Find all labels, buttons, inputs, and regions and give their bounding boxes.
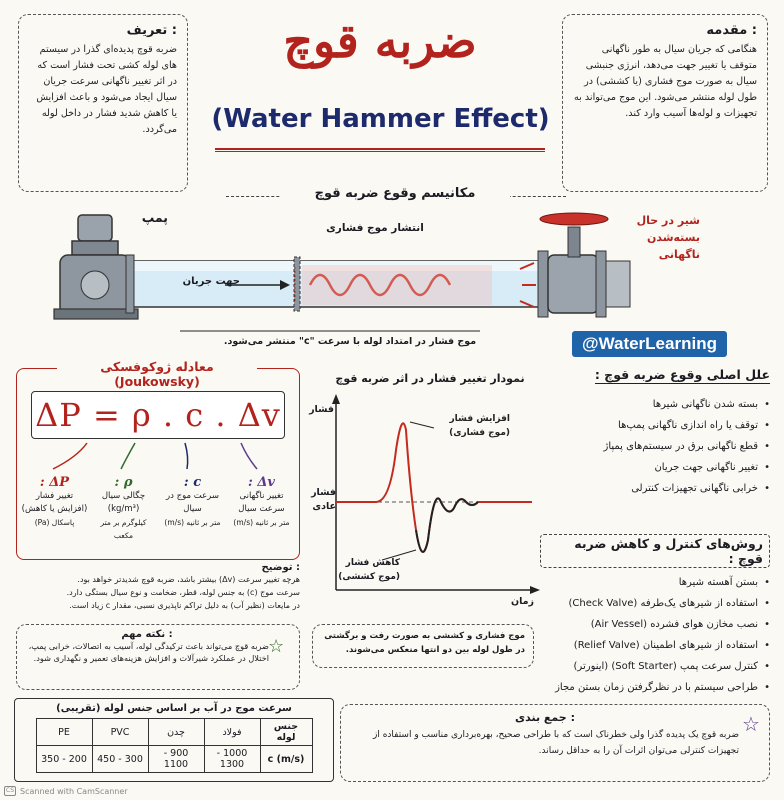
term-dp-unit: پاسکال (Pa) [34,518,75,527]
notes-block [18,562,300,612]
table-row [36,719,312,746]
term-dv [228,475,295,555]
mechanism-caption: موج فشار در امتداد لوله با سرعت "c" منتشر می‌شود. [223,336,477,347]
equation-arrows [17,439,301,475]
cause-item: • تغییر ناگهانی جهت جریان [548,457,770,478]
term-c-desc: سرعت موج در سیال [166,491,219,514]
definition-text: ضربه قوچ پدیده‌ای گذرا در سیستم های لوله کشی تحت فشار است که در اثر تغییر ناگهانی سرعت جریان سیال ایجاد می‌شود و باعث افزایش یا کاهش شدید فشار در داخل لوله می‌گردد. [36,44,177,135]
pump-icon [54,215,138,319]
term-dv-unit: متر بر ثانیه (m/s) [233,518,290,527]
chart-ylabel: فشار [309,404,334,415]
scanner-text: Scanned with CamScanner [20,786,128,796]
note-2: سرعت موج (c) به جنس لوله، قطر، ضخامت و نوع سیال بستگی دارد. [66,588,300,597]
star-icon: ☆ [268,636,285,657]
table-cell: 1000 - 1300 [204,746,260,773]
cause-item: • خرابی ناگهانی تجهیزات کنترلی [548,478,770,499]
summary-text: ضربه قوچ یک پدیده گذرا ولی خطرناک است که با طراحی صحیح، بهره‌برداری مناسب و استفاده از تجهیزات کنترلی می‌توان اثرات آن را به حداقل رساند. [372,730,739,756]
term-dv-desc: تغییر ناگهانی سرعت سیال [238,491,285,514]
causes-title: علل اصلی وقوع ضربه قوچ : [594,367,770,382]
summary-box [340,704,770,782]
control-item: • استفاده از شیرهای اطمینان (Relief Valve) [540,635,770,656]
page-title: ضربه قوچ [283,14,477,68]
control-item: • استفاده از شیرهای یک‌طرفه (Check Valve) [540,593,770,614]
table-header-label: جنس لوله [260,719,312,746]
page-subtitle: (Water Hammer Effect) [211,104,550,134]
definition-box [18,14,188,192]
mechanism-title: مکانیسم وقوع ضربه قوچ [280,186,510,201]
intro-text: هنگامی که جریان سیال به طور ناگهانی متوقف یا تغییر جهت می‌دهد، انرژی جنبشی سیال به صورت موج فشاری (یا کششی) در طول لوله منتشر می‌شود. این موج می‌تواند به تجهیزات و لوله‌ها آسیب وارد کند. [574,44,757,119]
equation-box [31,391,285,439]
term-c-symbol: c : [183,475,202,490]
flow-direction-label: جهت جریان [182,276,240,287]
intro-box [562,14,768,192]
table-col: فولاد [204,719,260,746]
notes-title: : توضیح [261,562,300,573]
important-box [16,624,300,690]
term-dp [21,475,88,555]
equation: ΔP = ρ . c . Δv [35,396,281,434]
term-dv-symbol: Δv : [248,475,275,490]
scanner-footer [4,786,128,796]
causes-section [548,364,770,499]
chart-title: نمودار تغییر فشار در اثر ضربه قوچ [335,372,525,385]
term-dp-desc: تغییر فشار (افزایش یا کاهش) [21,491,88,514]
chart-peak-label: افزایش فشار (موج فشاری) [449,414,510,438]
term-rho [90,475,157,555]
causes-list [548,394,770,499]
term-rho-symbol: ρ : [114,475,133,490]
table-row-label: c (m/s) [260,746,312,773]
table-cell: 300 - 450 [92,746,148,773]
term-dp-symbol: ΔP : [39,475,70,490]
control-section [540,534,770,698]
important-title: : نکته مهم [121,629,173,640]
summary-title: : جمع بندی [515,711,575,724]
chart-xlabel: زمان [510,596,534,607]
joukowsky-box [16,359,300,560]
table-cell: 900 - 1100 [148,746,204,773]
term-c [159,475,226,555]
pump-label: پمپ [141,210,168,225]
chart-caption-box [312,624,534,668]
control-list [540,572,770,698]
term-rho-desc: چگالی سیال (kg/m³) [101,491,146,514]
control-item: • کنترل سرعت پمپ (Soft Starter) (اینورتر) [540,656,770,677]
table-col: چدن [148,719,204,746]
intro-title: : مقدمه [706,23,757,38]
table-col: PVC [92,719,148,746]
definition-title: : تعریف [126,23,177,38]
pressure-wave-label: انتشار موج فشاری [326,222,424,234]
cause-item: • بسته شدن ناگهانی شیرها [548,394,770,415]
wave-speed-table [36,718,313,773]
valve-label: شیر در حال بسته‌شدن ناگهانی [636,214,700,261]
control-title: روش‌های کنترل و کاهش ضربه قوچ : [540,534,770,568]
chart-caption: موج فشاری و کششی به صورت رفت و برگشتی در طول لوله بین دو انتها منعکس می‌شوند. [324,631,525,655]
note-3: در مایعات (نظیر آب) به دلیل تراکم ناپذیری نسبی، مقدار c زیاد است. [69,601,300,610]
star-icon: ☆ [742,712,760,736]
cause-item: • قطع ناگهانی برق در سیستم‌های پمپاژ [548,436,770,457]
table-row [36,746,312,773]
control-item: • نصب مخازن هوای فشرده (Air Vessel) [540,614,770,635]
joukowsky-title: معادله ژوکوفسکی (Joukowsky) [57,359,257,389]
table-col: PE [36,719,92,746]
control-item: • بستن آهسته شیرها [540,572,770,593]
important-text: ضربه قوچ می‌تواند باعث ترکیدگی لوله، آسیب به اتصالات، خرابی پمپ، اختلال در عملکرد شیرآلات و افزایش هزینه‌های تعمیر و نگهداری شود. [28,641,269,663]
cause-item: • توقف یا راه اندازی ناگهانی پمپ‌ها [548,415,770,436]
chart-trough-label: کاهش فشار (موج کششی) [338,558,400,582]
table-cell: 200 - 350 [36,746,92,773]
table-box [14,698,334,782]
title-underline [215,148,545,152]
camscanner-icon: CS [6,787,14,794]
note-1: هرچه تغییر سرعت (Δv) بیشتر باشد، ضربه قوچ شدیدتر خواهد بود. [77,575,300,584]
watermark-tag: @WaterLearning [572,331,727,357]
control-item: • طراحی سیستم با در نظرگرفتن زمان بستن مجاز [540,677,770,698]
joukowsky-terms [21,475,297,555]
term-rho-unit: کیلوگرم بر متر مکعب [100,518,147,540]
table-title: سرعت موج در آب بر اساس جنس لوله (تقریبی) [56,703,292,714]
chart-normal-label: فشار عادی [311,487,336,512]
term-c-unit: متر بر ثانیه (m/s) [164,518,221,527]
pressure-curve [336,423,532,552]
